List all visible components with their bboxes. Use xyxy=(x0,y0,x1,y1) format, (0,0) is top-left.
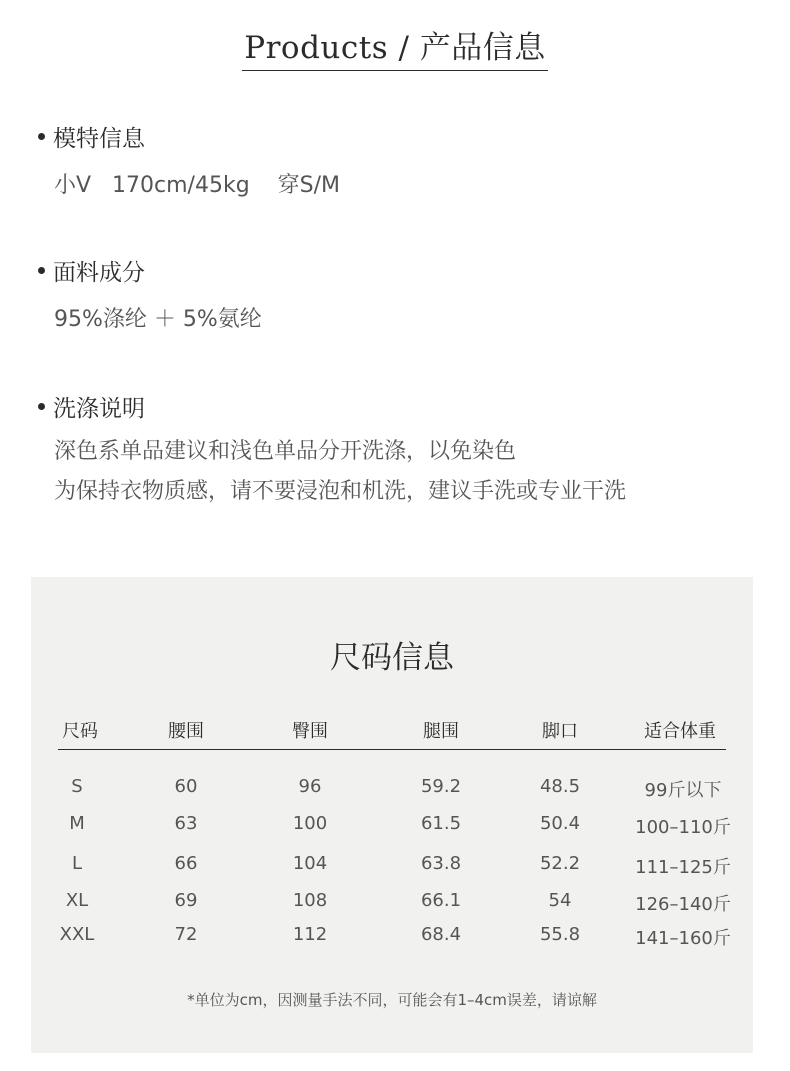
page-title: Products / 产品信息 xyxy=(242,22,548,71)
column-header-size: 尺码 xyxy=(62,721,98,742)
column-header-hip: 臀围 xyxy=(292,721,328,742)
column-header-thigh: 腿围 xyxy=(423,721,459,742)
bullet-icon xyxy=(38,133,45,140)
cell-weight: 126–140斤 xyxy=(635,894,731,915)
cell-waist: 66 xyxy=(174,853,198,874)
fabric-heading-text: 面料成分 xyxy=(53,259,145,286)
table-row xyxy=(58,853,731,890)
cell-hip: 100 xyxy=(292,813,328,834)
bullet-icon xyxy=(38,267,45,274)
cell-size: S xyxy=(71,776,83,797)
fabric-section xyxy=(38,254,758,340)
size-note: *单位为cm，因测量手法不同，可能会有1–4cm误差，请谅解 xyxy=(187,991,597,1009)
washing-heading xyxy=(38,390,758,422)
washing-text-line-1: 深色系单品建议和浅色单品分开洗涤，以免染色 xyxy=(54,439,517,464)
cell-hem: 48.5 xyxy=(539,776,581,797)
table-row xyxy=(58,813,731,853)
cell-thigh: 59.2 xyxy=(420,776,462,797)
cell-size: L xyxy=(71,853,83,874)
cell-thigh: 63.8 xyxy=(420,853,462,874)
washing-text-line-2: 为保持衣物质感，请不要浸泡和机洗，建议手洗或专业干洗 xyxy=(54,479,627,504)
model-info-section xyxy=(38,120,758,206)
washing-section xyxy=(38,390,758,512)
table-row xyxy=(58,890,731,924)
column-header-waist: 腰围 xyxy=(168,721,204,742)
cell-weight: 99斤以下 xyxy=(644,780,722,801)
cell-thigh: 68.4 xyxy=(420,924,462,945)
table-row xyxy=(58,924,731,958)
cell-thigh: 61.5 xyxy=(420,813,462,834)
cell-size: M xyxy=(69,813,85,834)
cell-hem: 54 xyxy=(548,890,572,911)
cell-waist: 72 xyxy=(174,924,198,945)
cell-size: XXL xyxy=(59,924,95,945)
model-info-heading-text: 模特信息 xyxy=(53,125,145,152)
header xyxy=(0,22,790,71)
column-header-hem: 脚口 xyxy=(542,721,578,742)
cell-weight: 141–160斤 xyxy=(635,928,731,949)
cell-thigh: 66.1 xyxy=(420,890,462,911)
cell-hip: 104 xyxy=(292,853,328,874)
bullet-icon xyxy=(38,403,45,410)
cell-hem: 50.4 xyxy=(539,813,581,834)
cell-hip: 108 xyxy=(292,890,328,911)
cell-waist: 63 xyxy=(174,813,198,834)
fabric-heading xyxy=(38,254,758,286)
size-table-header xyxy=(58,713,726,750)
cell-hip: 96 xyxy=(298,776,322,797)
size-info-panel xyxy=(31,577,753,1053)
column-header-weight: 适合体重 xyxy=(644,721,716,742)
table-row xyxy=(58,776,726,813)
model-info-text: 小V 170cm/45kg 穿S/M xyxy=(54,173,340,198)
model-info-heading xyxy=(38,120,758,152)
cell-weight: 100–110斤 xyxy=(635,817,731,838)
cell-hem: 52.2 xyxy=(539,853,581,874)
cell-hem: 55.8 xyxy=(539,924,581,945)
size-table-body xyxy=(58,776,731,958)
fabric-text: 95%涤纶 ＋ 5%氨纶 xyxy=(54,307,262,332)
size-table xyxy=(58,713,731,958)
cell-weight: 111–125斤 xyxy=(635,857,731,878)
washing-heading-text: 洗涤说明 xyxy=(53,395,145,422)
cell-waist: 60 xyxy=(174,776,198,797)
cell-size: XL xyxy=(65,890,89,911)
cell-hip: 112 xyxy=(292,924,328,945)
size-info-title: 尺码信息 xyxy=(330,640,454,676)
cell-waist: 69 xyxy=(174,890,198,911)
